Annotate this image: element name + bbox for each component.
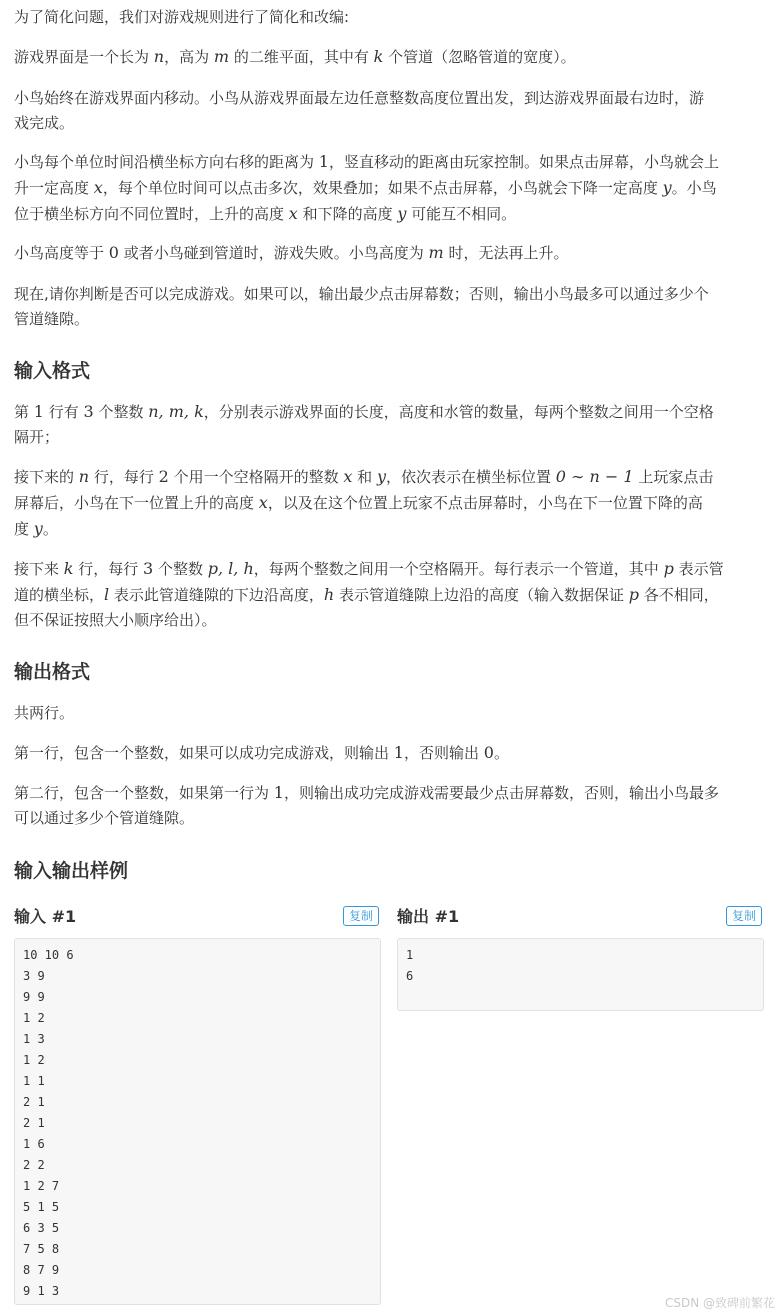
input-format-heading: 输入格式 bbox=[14, 360, 91, 382]
code-line: 2 2 bbox=[23, 1158, 45, 1172]
sample-input-panel bbox=[14, 906, 381, 1298]
code-line: 7 5 8 bbox=[23, 1242, 60, 1256]
code-line: 10 10 6 bbox=[23, 948, 74, 962]
output-line2-paragraph: 第二行，包含一个整数，如果第一行为 1，则输出成功完成游戏需要最少点击屏幕数，否则，输出小鸟最多 可以通过多少个管道缝隙。 bbox=[14, 783, 719, 827]
sample-input-title: 输入 #1 bbox=[14, 907, 77, 926]
code-line: 2 1 bbox=[23, 1116, 45, 1130]
code-line: 1 6 bbox=[23, 1137, 45, 1151]
sample-input-code bbox=[14, 938, 381, 1305]
sample-output-code bbox=[397, 938, 764, 1011]
code-line: 8 7 9 bbox=[23, 1263, 60, 1277]
code-line: 3 9 bbox=[23, 969, 45, 983]
code-line: 1 1 bbox=[23, 1074, 45, 1088]
bird-control-paragraph: 小鸟每个单位时间沿横坐标方向右移的距离为 1，竖直移动的距离由玩家控制。如果点击屏幕，小鸟就会上 升一定高度 x，每个单位时间可以点击多次，效果叠加；如果不点击屏幕，小鸟就会下降一定高度 y。小鸟 位于横坐标方向不同位置时，上升的高度 x 和下降的高度 y 可能互不相同。 bbox=[14, 152, 719, 223]
input-line1-paragraph: 第 1 行有 3 个整数 n, m, k，分别表示游戏界面的长度，高度和水管的数量，每两个整数之间用一个空格 隔开； bbox=[14, 402, 714, 446]
code-line: 9 9 bbox=[23, 990, 45, 1004]
code-line: 1 2 7 bbox=[23, 1179, 60, 1193]
code-line: 2 1 bbox=[23, 1095, 45, 1109]
code-line: 1 2 bbox=[23, 1053, 45, 1067]
fail-condition-paragraph: 小鸟高度等于 0 或者小鸟碰到管道时，游戏失败。小鸟高度为 m 时，无法再上升。 bbox=[14, 243, 569, 262]
sample-output-panel bbox=[397, 906, 764, 983]
copy-output-button[interactable]: 复制 bbox=[726, 906, 762, 926]
code-line: 6 bbox=[406, 969, 414, 983]
code-line: 1 3 bbox=[23, 1032, 45, 1046]
output-format-heading: 输出格式 bbox=[14, 661, 91, 683]
copy-input-button[interactable]: 复制 bbox=[343, 906, 379, 926]
csdn-watermark: CSDN @致碑前繁花 bbox=[664, 1296, 775, 1310]
task-paragraph: 现在,请你判断是否可以完成游戏。如果可以，输出最少点击屏幕数；否则，输出小鸟最多可以通过多少个 管道缝隙。 bbox=[14, 285, 709, 328]
output-line1-paragraph: 第一行，包含一个整数，如果可以成功完成游戏，则输出 1，否则输出 0。 bbox=[14, 743, 509, 762]
sample-output-title: 输出 #1 bbox=[397, 907, 460, 926]
bird-move-paragraph: 小鸟始终在游戏界面内移动。小鸟从游戏界面最左边任意整数高度位置出发，到达游戏界面最右边时，游 戏完成。 bbox=[14, 89, 705, 132]
input-lines-xy-paragraph: 接下来的 n 行，每行 2 个用一个空格隔开的整数 x 和 y，依次表示在横坐标位置 0 ∼ n − 1 上玩家点击 屏幕后，小鸟在下一位置上升的高度 x，以及在这个位置上玩家不点击屏幕时，小鸟在下一位置下降的高 度 y。 bbox=[14, 467, 714, 538]
output-two-lines-paragraph: 共两行。 bbox=[14, 704, 75, 722]
code-line: 1 bbox=[406, 948, 414, 962]
game-size-paragraph: 游戏界面是一个长为 n，高为 m 的二维平面，其中有 k 个管道（忽略管道的宽度）。 bbox=[14, 47, 576, 66]
samples-heading: 输入输出样例 bbox=[14, 860, 129, 882]
code-line: 9 1 3 bbox=[23, 1284, 60, 1298]
input-pipes-paragraph: 接下来 k 行，每行 3 个整数 p, l, h，每两个整数之间用一个空格隔开。每行表示一个管道，其中 p 表示管 道的横坐标，l 表示此管道缝隙的下边沿高度，h 表示管道缝隙上边沿的高度（输入数据保证 p 各不相同， 但不保证按照大小顺序给出）。 bbox=[14, 559, 724, 629]
code-line: 5 1 5 bbox=[23, 1200, 60, 1214]
code-line: 1 2 bbox=[23, 1011, 45, 1025]
intro-paragraph: 为了简化问题，我们对游戏规则进行了简化和改编: bbox=[14, 8, 350, 26]
code-line: 6 3 5 bbox=[23, 1221, 60, 1235]
